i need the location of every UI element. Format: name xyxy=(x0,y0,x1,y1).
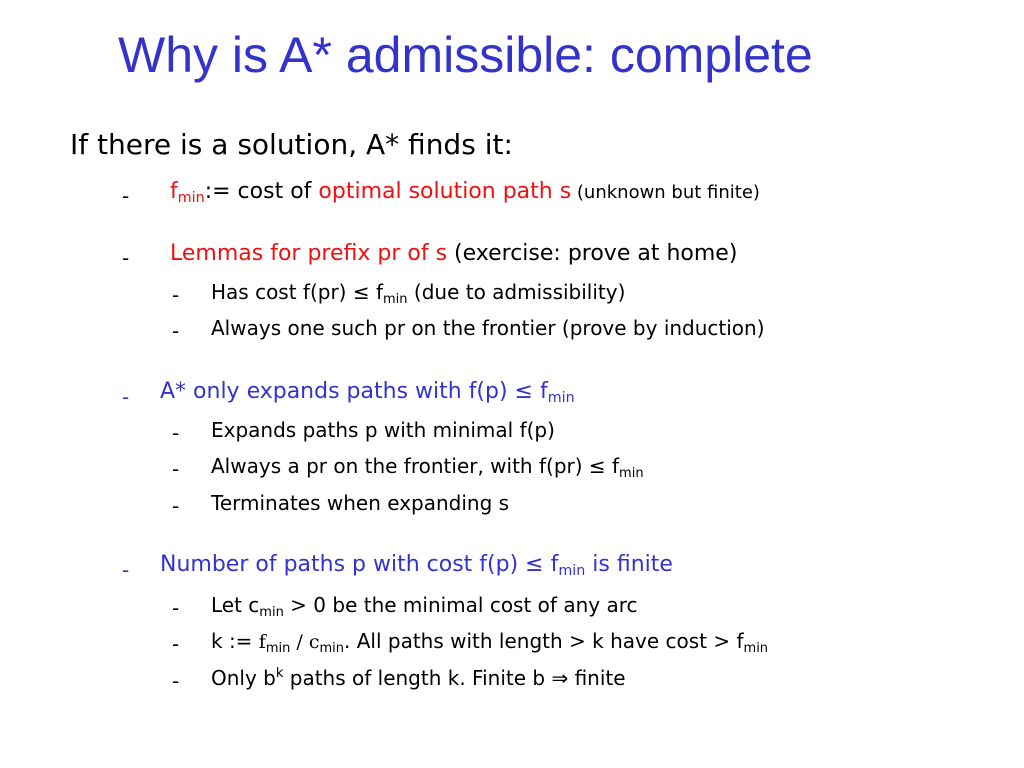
lemmas-heading: Lemmas for prefix pr of s (exercise: prove at home) xyxy=(170,241,738,266)
bullet-dash: - xyxy=(172,494,180,518)
expands-item: Always a pr on the frontier, with $f(pr) \le f_{min}$ xyxy=(211,454,644,481)
bullet-dash: - xyxy=(122,184,130,208)
finite-item: Let $c_{min} > 0$ be the minimal cost of any arc xyxy=(211,593,638,620)
bullet-dash: - xyxy=(172,632,180,656)
fmin-symbol: $f_{min}$ xyxy=(170,179,205,206)
expands-item: Terminates when expanding s xyxy=(211,491,510,515)
bullet-dash: - xyxy=(172,596,180,620)
implies-icon: ⇒ xyxy=(551,666,569,690)
bullet-dash: - xyxy=(122,558,130,582)
bullet-dash: - xyxy=(172,283,180,307)
optimal-path-text: optimal solution path s xyxy=(318,179,572,204)
bullet-dash: - xyxy=(172,669,180,693)
lemma-item: Has cost $f(pr) \le f_{min}$ (due to admissibility) xyxy=(211,280,626,307)
expands-heading: A* only expands paths with $f(p) \le f_{min}$ xyxy=(160,379,575,406)
finite-item: Only $b^k$ paths of length k. Finite b ⇒ finite xyxy=(211,666,626,690)
bullet-dash: - xyxy=(122,246,130,270)
finite-item: k := $f_{min} / c_{min}$. All paths with length > k have $\cos t > f_{min}$ xyxy=(211,629,769,656)
bullet-dash: - xyxy=(122,385,130,409)
lemmas-highlight: Lemmas for prefix pr of s xyxy=(170,241,448,266)
slide-title: Why is A* admissible: complete xyxy=(118,27,813,83)
bullet-dash: - xyxy=(172,421,180,445)
finite-heading: Number of paths p with cost $f(p) \le f_{min}$ is finite xyxy=(160,552,673,579)
fmin-definition: $f_{min}:= \cos t$ of optimal solution path s (unknown but finite) xyxy=(170,179,760,206)
lemma-item: Always one such pr on the frontier (prove by induction) xyxy=(211,316,765,340)
bullet-dash: - xyxy=(172,457,180,481)
expands-item: Expands paths p with minimal f(p) xyxy=(211,418,555,442)
bullet-dash: - xyxy=(172,319,180,343)
intro-text: If there is a solution, A* finds it: xyxy=(70,128,513,161)
